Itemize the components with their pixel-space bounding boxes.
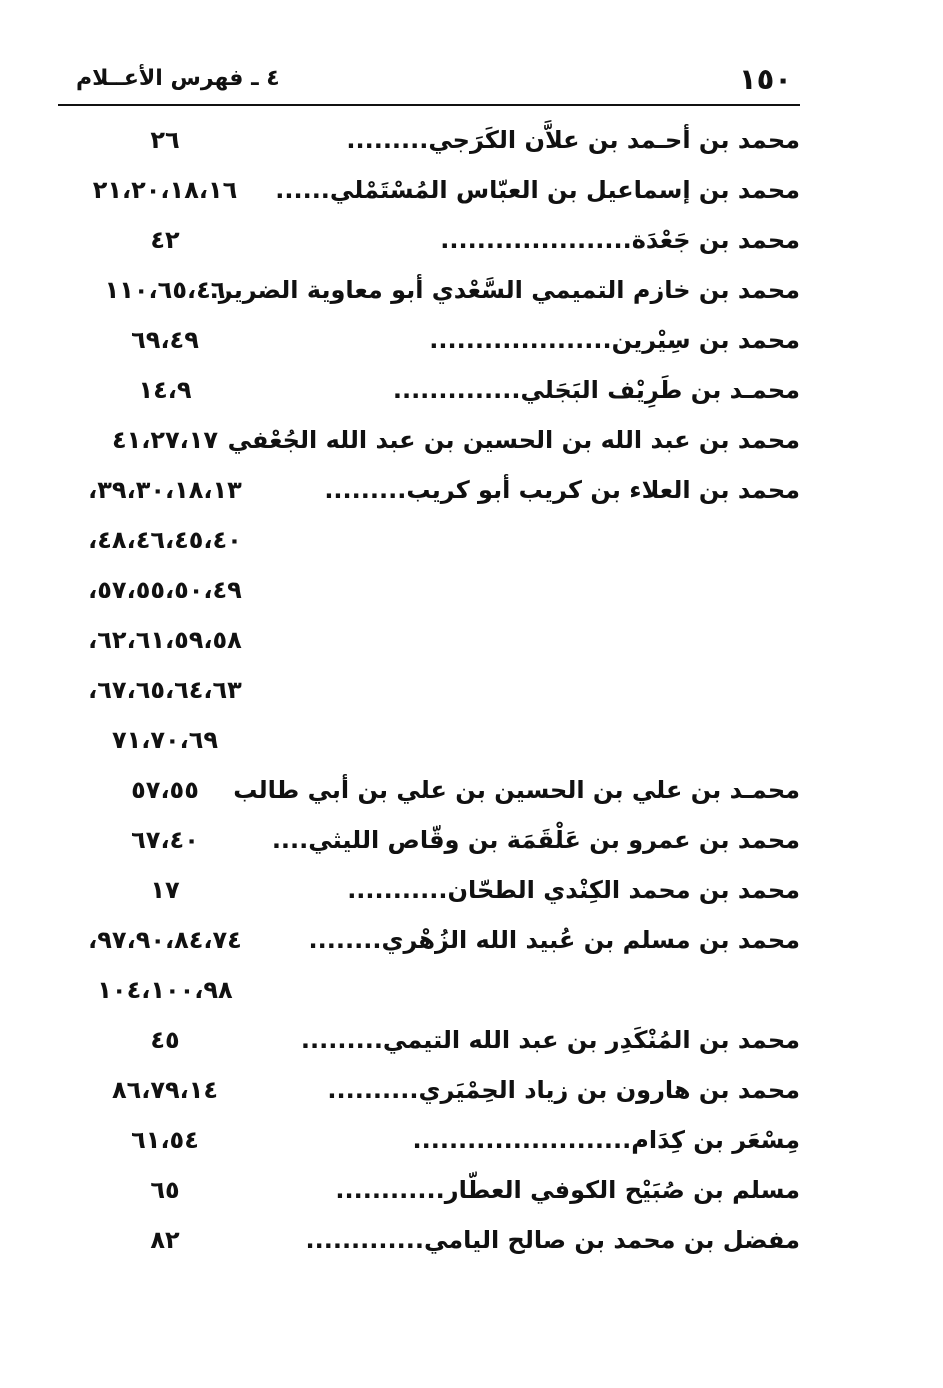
entry-pages: ٤١،٢٧،١٧ — [111, 426, 219, 454]
index-entry-continuation — [0, 570, 943, 620]
entry-pages: ٧١،٧٠،٦٩ — [111, 726, 219, 754]
index-entry — [0, 270, 943, 320]
index-entry-continuation — [0, 620, 943, 670]
entry-name: محمد بن المُنْكَدِر بن عبد الله التيمي......... — [300, 1026, 800, 1054]
index-entry — [0, 870, 943, 920]
entry-name: مفضل بن محمد بن صالح اليامي............. — [305, 1226, 800, 1254]
index-entry-continuation — [0, 970, 943, 1020]
entry-pages: ٢٦ — [150, 126, 180, 154]
index-entry-continuation — [0, 720, 943, 770]
entry-pages: ٥٧،٥٥،٥٠،٤٩، — [88, 576, 242, 604]
entry-pages: ٥٧،٥٥ — [131, 776, 199, 804]
index-entry-continuation — [0, 670, 943, 720]
entry-pages: ٦٧،٤٠ — [131, 826, 199, 854]
index-entry — [0, 220, 943, 270]
entry-name: محمد بن جَعْدَة..................... — [440, 226, 800, 254]
entry-pages: ٨٦،٧٩،١٤ — [111, 1076, 219, 1104]
entry-pages: ١١٠،٦٥،٤٦ — [104, 276, 226, 304]
entry-name: محمـد بن طَرِيْف البَجَلي.............. — [392, 376, 800, 404]
entry-pages: ٦١،٥٤ — [131, 1126, 199, 1154]
index-entry — [0, 370, 943, 420]
index-entry — [0, 320, 943, 370]
entry-pages: ٦٩،٤٩ — [131, 326, 199, 354]
entry-name: محمد بن عبد الله بن الحسين بن عبد الله الجُعْفي — [227, 426, 800, 454]
index-entry — [0, 820, 943, 870]
entry-name: محمد بن العلاء بن كريب أبو كريب......... — [324, 476, 800, 504]
entry-name: محمد بن خازم التميمي السَّعْدي أبو معاوية الضرير. — [209, 276, 800, 304]
entry-pages: ٢١،٢٠،١٨،١٦ — [92, 176, 238, 204]
entry-name: محمد بن محمد الكِنْدي الطحّان........... — [347, 876, 800, 904]
index-entry — [0, 170, 943, 220]
entry-name: محمد بن إسماعيل بن العبّاس المُسْتَمْلي...... — [275, 176, 800, 204]
entry-pages: ٩٧،٩٠،٨٤،٧٤، — [88, 926, 242, 954]
entry-name: محمـد بن علي بن الحسين بن علي بن أبي طالب — [233, 776, 800, 804]
index-entry — [0, 770, 943, 820]
entry-name: محمد بن أحـمد بن علاَّن الكَرَجي......... — [346, 126, 800, 154]
entry-pages: ١٠٤،١٠٠،٩٨ — [97, 976, 233, 1004]
entry-name: مِسْعَر بن كِدَام........................ — [412, 1126, 800, 1154]
entry-pages: ٤٨،٤٦،٤٥،٤٠، — [88, 526, 242, 554]
entry-name: محمد بن هارون بن زياد الحِمْيَري.......... — [327, 1076, 800, 1104]
index-entry — [0, 1120, 943, 1170]
entry-name: مسلم بن صُبَيْح الكوفي العطّار............ — [335, 1176, 800, 1204]
index-entry — [0, 120, 943, 170]
entry-pages: ٦٧،٦٥،٦٤،٦٣، — [88, 676, 242, 704]
index-entry-continuation — [0, 520, 943, 570]
entry-pages: ٤٥ — [150, 1026, 180, 1054]
index-entries — [0, 120, 943, 1270]
index-entry — [0, 420, 943, 470]
entry-name: محمد بن مسلم بن عُبيد الله الزُهْري........ — [308, 926, 800, 954]
page-header — [58, 62, 800, 106]
running-title: ٤ ـ فهرس الأعــلام — [76, 66, 280, 91]
entry-pages: ٣٩،٣٠،١٨،١٣، — [88, 476, 242, 504]
index-entry — [0, 1220, 943, 1270]
entry-pages: ١٤،٩ — [138, 376, 192, 404]
index-entry — [0, 1170, 943, 1220]
index-entry — [0, 920, 943, 970]
page-number: ١٥٠ — [738, 62, 792, 96]
entry-pages: ٦٢،٦١،٥٩،٥٨، — [88, 626, 242, 654]
index-entry — [0, 1020, 943, 1070]
entry-pages: ٨٢ — [150, 1226, 180, 1254]
entry-name: محمد بن عمرو بن عَلْقَمَة بن وقّاص الليثي.... — [271, 826, 800, 854]
entry-name: محمد بن سِيْرين.................... — [429, 326, 800, 354]
index-entry — [0, 470, 943, 520]
entry-pages: ٤٢ — [150, 226, 180, 254]
entry-pages: ١٧ — [150, 876, 180, 904]
index-entry — [0, 1070, 943, 1120]
entry-pages: ٦٥ — [150, 1176, 180, 1204]
